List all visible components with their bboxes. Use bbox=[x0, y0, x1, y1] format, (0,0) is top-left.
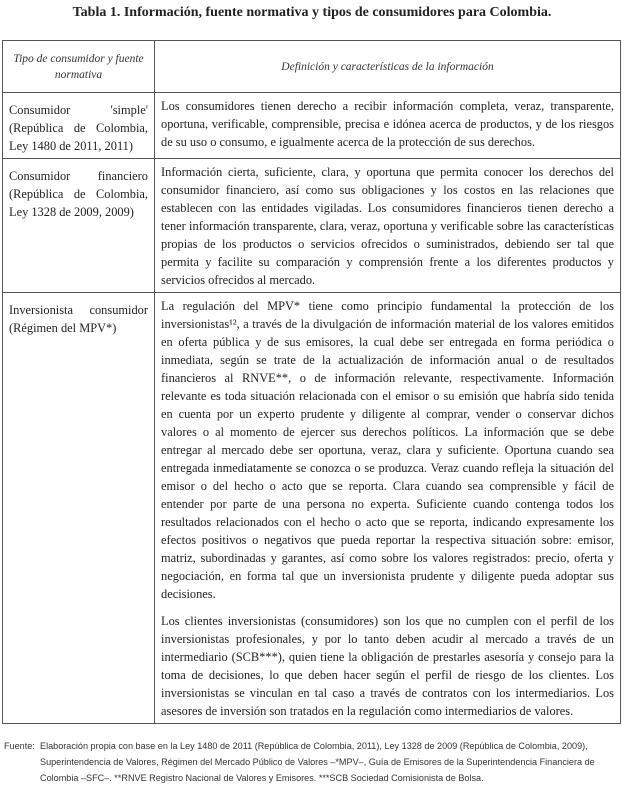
column-header-definition: Definición y características de la información bbox=[155, 41, 621, 93]
definition-paragraph: Los consumidores tienen derecho a recibir información completa, veraz, transparente, oportuna, verificable, comprensible, precisa e idónea acerca de productos, y de los riesgos de su uso o consumo, e igualmente acerca de la protección de sus derechos. bbox=[161, 99, 614, 149]
footnote-label: Fuente: bbox=[4, 741, 35, 751]
definition-cell bbox=[155, 293, 621, 724]
definition-paragraph: Los clientes inversionistas (consumidores) son los que no cumplen con el perfil de los inversionistas profesionales, y por lo tanto deben acudir al mercado a través de un intermediario (SCB***), quien tiene la obligación de prestarles asesoría y consejo para la toma de decisiones, lo que deben hacer según el perfil de riesgo de los clientes. Los inversionistas se vinculan en tal caso a través de contratos con los intermediarios. Los asesores de inversión son tratados en la regulación como intermediarios de valores. bbox=[161, 614, 614, 718]
consumer-type-cell: Inversionista consumidor (Régimen del MPV*) bbox=[3, 293, 155, 724]
table-title: Tabla 1. Información, fuente normativa y tipos de consumidores para Colombia. bbox=[72, 5, 552, 20]
consumer-info-table bbox=[2, 40, 621, 724]
definition-cell bbox=[155, 159, 621, 293]
definition-paragraph: La regulación del MPV* tiene como principio fundamental la protección de los inversionistas¹², a través de la divulgación de información material de los valores emitidos en oferta pública y de sus emisores, la cual debe ser entregada en forma periódica o inmediata, según se trate de la actualización de información anual o de resultados financieros al RNVE**, o de información relevante, respectivamente. Información relevante es toda situación relacionada con el emisor o su emisión que habría sido tenida en cuenta por un experto prudente y diligente al comprar, vender o conservar dichos valores o al momento de ejercer sus derechos políticos. La información que se debe entregar al mercado debe ser oportuna, veraz, clara y suficiente. Oportuna cuando sea entregada inmediatamente se conozca o se produzca. Veraz cuando refleja la situación del emisor o del hecho o acto que se reporta. Clara cuando sea comprensible y fácil de entender por parte de una persona no experta. Suficiente cuando contenga todos los resultados relacionados con el hecho o acto que se reporta, indicando expresamente los efectos positivos o negativos que pueda reportar la respectiva situación sobre: emisor, matriz, subordinadas y garantes, así como sobre los valores registrados: precio, oferta y negociación, en forma tal que un inversionista prudente y diligente pueda adoptar sus decisiones. bbox=[161, 299, 614, 601]
table-header-row bbox=[3, 41, 621, 93]
definition-paragraph: Información cierta, suficiente, clara, y oportuna que permita conocer los derechos del consumidor financiero, así como sus obligaciones y los costos en las relaciones que establecen con las entidades vigiladas. Los consumidores financieros tienen derecho a tener información transparente, clara, veraz, oportuna y verificable sobre las características propias de los productos o servicios ofrecidos o suministrados, debiendo ser tal que permita y facilite su comparación y comprensión frente a los diferentes productos y servicios ofrecidos al mercado. bbox=[161, 165, 614, 287]
footnote-text: Elaboración propia con base en la Ley 1480 de 2011 (República de Colombia, 2011), Ley 1328 de 2009 (República de Colombia, 2009), Superintendencia de Valores, Régimen del Mercado Público de Valores –*MPV–, Guía de Emisores de la Superintendencia Financiera de Colombia –SFC–. **RNVE Registro Nacional de Valores y Emisores. ***SCB Sociedad Comisionista de Bolsa. bbox=[40, 741, 595, 783]
column-header-type: Tipo de consumidor y fuente normativa bbox=[3, 41, 155, 93]
consumer-type-cell: Consumidor financiero (República de Colombia, Ley 1328 de 2009, 2009) bbox=[3, 159, 155, 293]
source-footnote bbox=[4, 738, 622, 786]
table-row bbox=[3, 93, 621, 159]
table-row bbox=[3, 293, 621, 724]
definition-cell bbox=[155, 93, 621, 159]
consumer-type-cell: Consumidor 'simple' (República de Colombia, Ley 1480 de 2011, 2011) bbox=[3, 93, 155, 159]
table-row bbox=[3, 159, 621, 293]
